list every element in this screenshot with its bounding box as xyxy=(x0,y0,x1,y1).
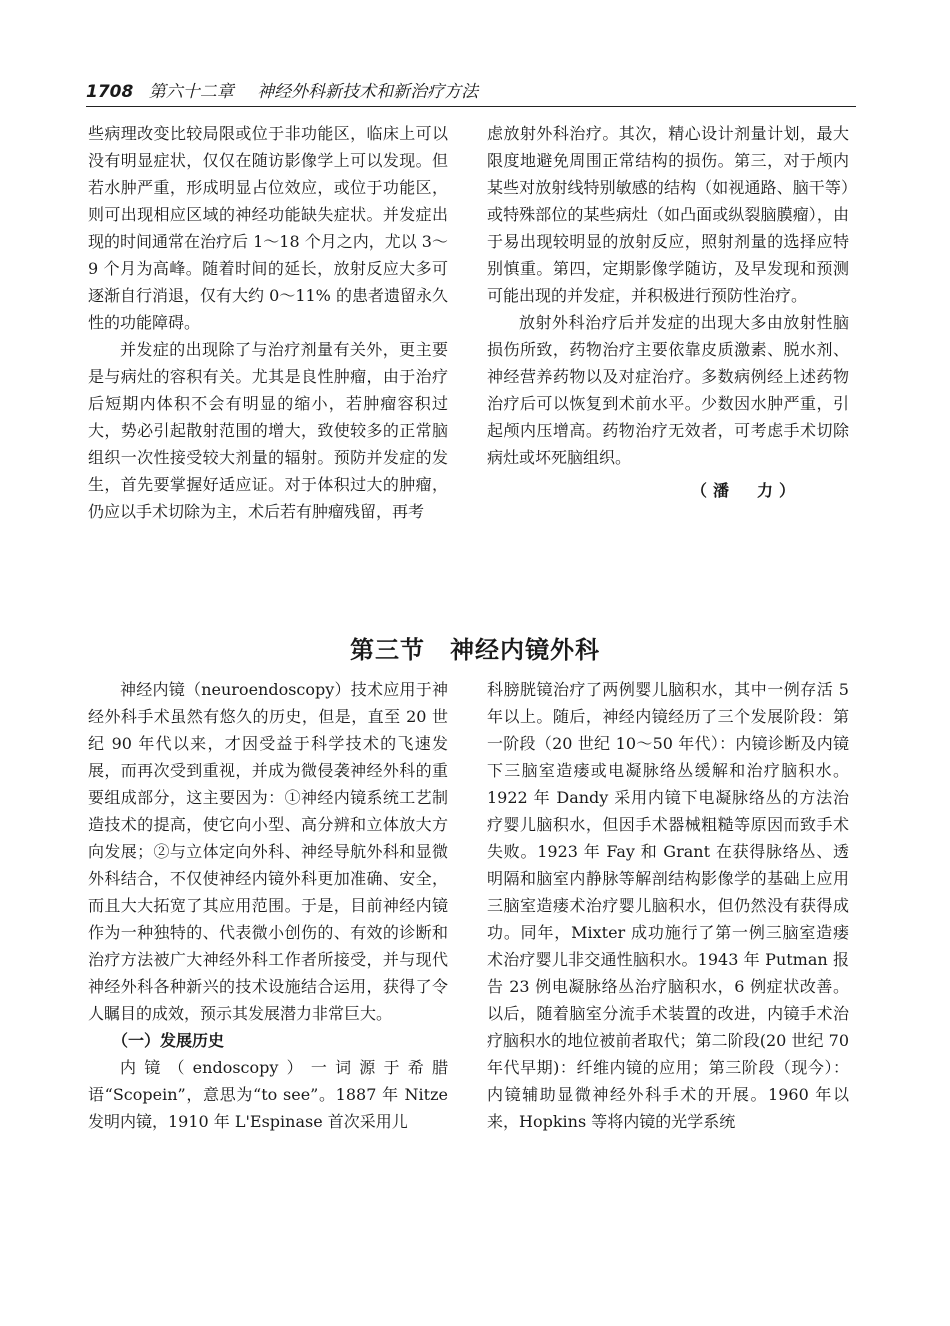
chapter-label: 第六十二章 xyxy=(148,82,234,102)
section-right-column xyxy=(487,676,849,1135)
paragraph: 虑放射外科治疗。其次，精心设计剂量计划，最大限度地避免周围正常结构的损伤。第三，对于颅内某些对放射线特别敏感的结构（如视通路、脑干等）或特殊部位的某些病灶（如凸面或纵裂脑膜瘤），由于易出现较明显的放射反应，照射剂量的选择应特别慎重。第四，定期影像学随访，及早发现和预测可能出现的并发症，并积极进行预防性治疗。 xyxy=(487,124,849,305)
top-left-column xyxy=(88,120,448,525)
page-number: 1708 xyxy=(86,82,134,102)
author-credit: （潘 力） xyxy=(690,481,801,500)
chapter-title: 神经外科新技术和新治疗方法 xyxy=(257,82,479,102)
top-right-column xyxy=(487,120,849,504)
paragraph: 并发症的出现除了与治疗剂量有关外，更主要是与病灶的容积有关。尤其是良性肿瘤，由于治疗后短期内体积不会有明显的缩小，若肿瘤容积过大，势必引起散射范围的增大，致使较多的正常脑组织一次性接受较大剂量的辐射。预防并发症的发生，首先要掌握好适应证。对于体积过大的肿瘤，仍应以手术切除为主，术后若有肿瘤残留，再考 xyxy=(88,340,448,521)
section-left-column xyxy=(88,676,448,1135)
subheading: （一）发展历史 xyxy=(112,1031,225,1050)
paragraph: 内镜（endoscopy）一词源于希腊语“Scopein”，意思为“to see”。1887 年 Nitze 发明内镜，1910 年 L'Espinase 首次采用儿 xyxy=(88,1058,448,1131)
paragraph: 放射外科治疗后并发症的出现大多由放射性脑损伤所致，药物治疗主要依靠皮质激素、脱水剂、神经营养药物以及对症治疗。多数病例经上述药物治疗后可以恢复到术前水平。少数因水肿严重，引起颅内压增高。药物治疗无效者，可考虑手术切除病灶或坏死脑组织。 xyxy=(487,313,849,467)
paragraph: 神经内镜（neuroendoscopy）技术应用于神经外科手术虽然有悠久的历史，但是，直至 20 世纪 90 年代以来，才因受益于科学技术的飞速发展，而再次受到重视，并成为微侵袭神经外科的重要组成部分，这主要因为：①神经内镜系统工艺制造技术的提高，使它向小型、高分辨和立体放大方向发展；②与立体定向外科、神经导航外科和显微外科结合，不仅使神经内镜外科更加准确、安全，而且大大拓宽了其应用范围。于是，目前神经内镜作为一种独特的、代表微小创伤的、有效的诊断和治疗方法被广大神经外科工作者所接受，并与现代神经外科各种新兴的技术设施结合运用，获得了令人瞩目的成效，预示其发展潜力非常巨大。 xyxy=(88,680,448,1023)
paragraph: 科膀胱镜治疗了两例婴儿脑积水，其中一例存活 5 年以上。随后，神经内镜经历了三个发展阶段：第一阶段（20 世纪 10～50 年代）：内镜诊断及内镜下三脑室造瘘或电凝脉络丛缓解和治疗脑积水。1922 年 Dandy 采用内镜下电凝脉络丛的方法治疗婴儿脑积水，但因手术器械粗糙等原因而致手术失败。1923 年 Fay 和 Grant 在获得脉络丛、透明隔和脑室内静脉等解剖结构影像学的基础上应用三脑室造瘘术治疗婴儿脑积水，但仍然没有获得成功。同年，Mixter 成功施行了第一例三脑室造瘘术治疗婴儿非交通性脑积水。1943 年 Putman 报告 23 例电凝脉络丛治疗脑积水，6 例症状改善。以后，随着脑室分流手术装置的改进，内镜手术治疗脑积水的地位被前者取代；第二阶段(20 世纪 70 年代早期)：纤维内镜的应用；第三阶段（现今）：内镜辅助显微神经外科手术的开展。1960 年以来，Hopkins 等将内镜的光学系统 xyxy=(487,680,849,1131)
paragraph: 些病理改变比较局限或位于非功能区，临床上可以没有明显症状，仅仅在随访影像学上可以发现。但若水肿严重，形成明显占位效应，或位于功能区，则可出现相应区域的神经功能缺失症状。并发症出现的时间通常在治疗后 1～18 个月之内，尤以 3～9 个月为高峰。随着时间的延长，放射反应大多可逐渐自行消退，仅有大约 0～11% 的患者遗留永久性的功能障碍。 xyxy=(88,124,448,332)
page-header xyxy=(86,80,856,107)
section-title: 第三节 神经内镜外科 xyxy=(350,636,600,664)
